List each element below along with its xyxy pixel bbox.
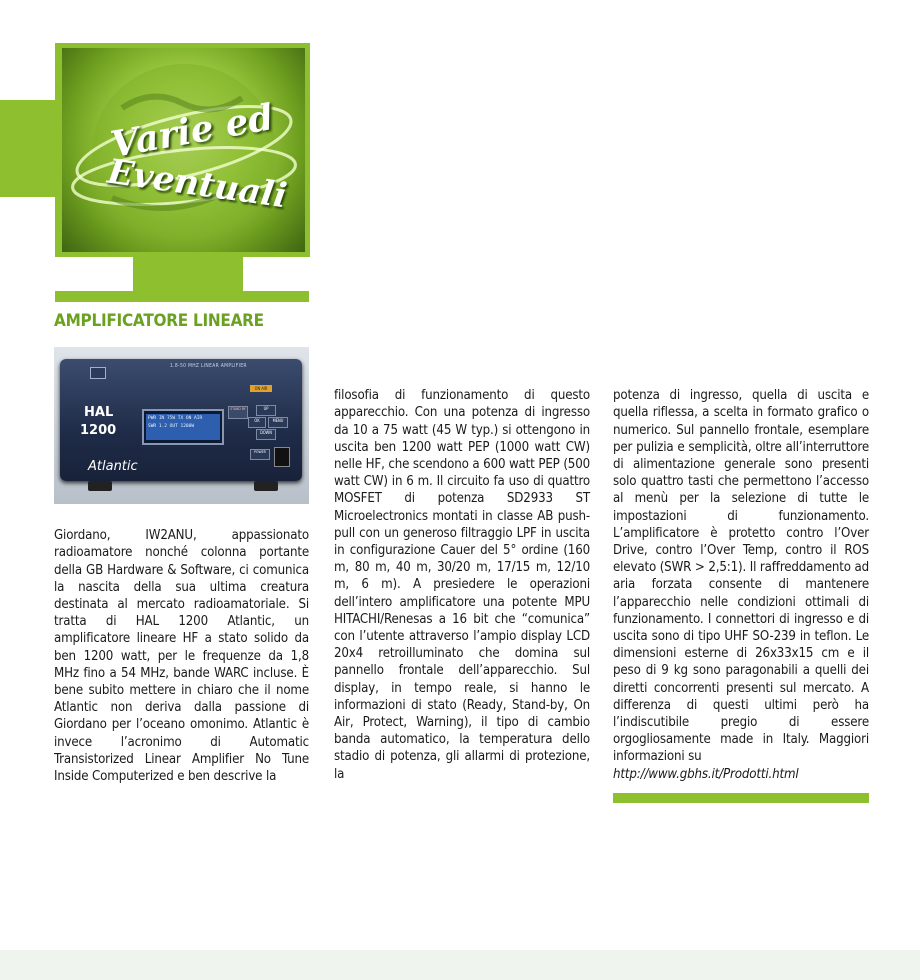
device-name: HAL (84, 405, 114, 420)
device-body (60, 359, 302, 481)
text-column-3 (613, 370, 869, 783)
text-column-2 (334, 370, 590, 783)
product-link[interactable]: http://www.gbhs.it/Prodotti.html (613, 766, 799, 782)
device-display (142, 409, 224, 445)
btn-up: UP (256, 405, 276, 416)
device-logo-icon (90, 367, 106, 379)
btn-power: POWER (250, 449, 270, 460)
device-photo (54, 347, 309, 504)
footer-band (0, 950, 920, 980)
logo-text-line1: Varie ed (107, 96, 277, 166)
btn-stand-by: STAND BY (228, 406, 248, 419)
device-foot-right (254, 481, 278, 491)
power-switch-icon (274, 447, 290, 467)
lcd-line2: SWR 1.2 OUT 1200W (148, 424, 195, 429)
lcd-line1: PWR IN 75W TX ON AIR (148, 416, 203, 421)
left-accent-bar (0, 100, 58, 197)
device-model: 1200 (80, 423, 117, 438)
device-foot-left (88, 481, 112, 491)
btn-menu: MENU (268, 417, 288, 428)
btn-down: DOWN (256, 429, 276, 440)
column-2-text: filosofia di funzionamento di questo apparecchio. Con una potenza di ingresso da 10 a 75 watt (45 W typ.) si ottengono in uscita ben 1200 watt PEP (1000 watt CW) nelle HF, che scendono a 600 watt PEP (500 watt CW) in 6 m. Il circuito fa uso di quattro MOSFET di potenza SD2933 ST Microelectronics montati in classe AB push-pull con un generoso filtraggio LPF in uscita in configurazione Cauer del 5° ordine (160 m, 80 m, 40 m, 30/20 m, 17/15 m, 12/10 m, 6 m). A presiedere le operazioni dell’intero amplificatore una potente MPU HITACHI/Renesas a 16 bit che “comunica” con l’utente attraverso l’ampio display LCD 20x4 retroilluminato che domina sul pannello frontale dell’apparecchio. Sul display, in tempo reale, si hanno le informazioni di stato (Ready, Stand-by, On Air, Protect, Warning), il tipo di cambio banda automatico, la temperatura dello stadio di potenza, gli allarmi di protezione, la (334, 388, 590, 782)
logo-image (62, 48, 305, 252)
logo-stem (133, 257, 243, 291)
title-rule (55, 291, 309, 302)
device-top-label: 1.8-50 MHZ LINEAR AMPLIFIER (170, 363, 247, 369)
btn-ok: OK (248, 417, 266, 428)
section-title: AMPLIFICATORE LINEARE (54, 311, 264, 331)
logo-text-line2: Eventuali (105, 151, 290, 217)
device-brand: Atlantic (88, 459, 138, 474)
end-rule (613, 793, 869, 803)
btn-on-air: ON AIR (250, 385, 272, 392)
text-column-1 (54, 510, 309, 785)
column-3-text: potenza di ingresso, quella di uscita e quella riflessa, a scelta in formato grafico o numerico. Sul pannello frontale, esemplare per pulizia e semplicità, oltre all’interruttore di alimentazione generale sono presenti solo quattro tasti che permettono l’accesso al menù per la selezione di tutte le impostazioni di funzionamento. L’amplificatore è protetto contro l’Over Drive, contro l’Over Temp, contro il ROS elevato (SWR > 2,5:1). Il raffreddamento ad aria forzata consente di mantenere l’apparecchio nelle condizioni ottimali di funzionamento. I connettori di ingresso e di uscita sono di tipo UHF SO-239 in teflon. Le dimensioni esterne di 26x33x15 cm e il peso di 9 kg sono paragonabili a quelli dei diretti concorrenti presenti sul mercato. A differenza di questi ultimi però ha l’indiscutibile pregio di essere orgogliosamente made in Italy. Maggiori informazioni su (613, 388, 869, 765)
column-1-text: Giordano, IW2ANU, appassionato radioamatore nonché colonna portante della GB Hardware & Software, ci comunica la nascita della sua ultima creatura destinata al mercato radioamatoriale. Si tratta di HAL 1200 Atlantic, un amplificatore lineare HF a stato solido da ben 1200 watt, per le frequenze da 1,8 MHz fino a 54 MHz, bande WARC incluse. È bene subito mettere in chiaro che il nome Atlantic non deriva dalla passione di Giordano per l’oceano omonimo. Atlantic è invece l’acronimo di Automatic Transistorized Linear Amplifier No Tune Inside Computerized e ben descrive la (54, 528, 309, 785)
